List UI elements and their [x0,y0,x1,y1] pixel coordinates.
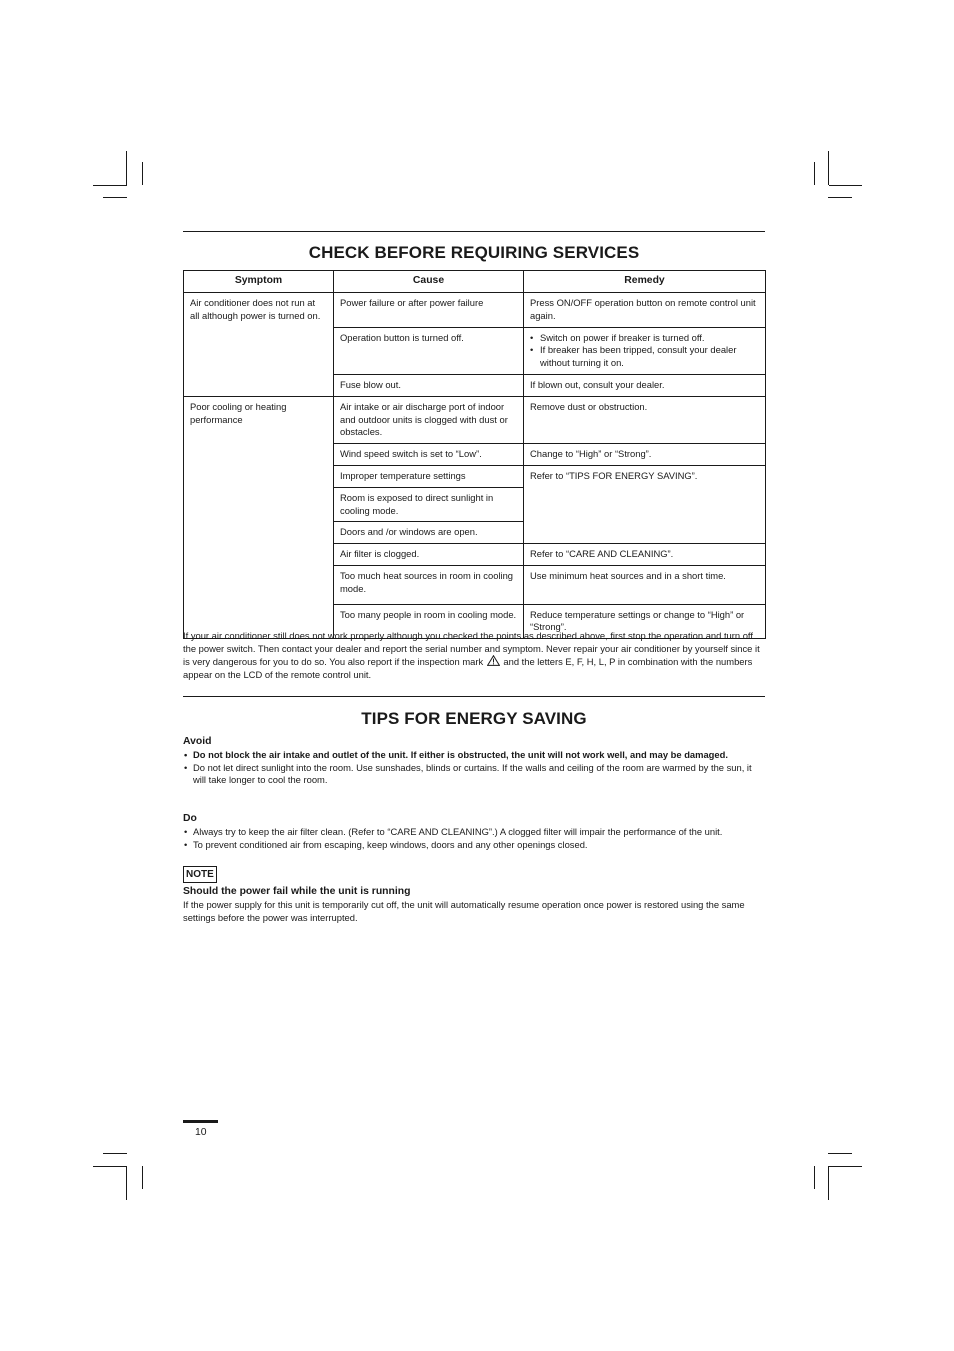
crop-mark [814,162,815,185]
crop-mark [814,1166,815,1189]
crop-mark [142,1166,143,1189]
remedy-cell: Press ON/OFF operation button on remote control unit again. [524,293,766,328]
crop-mark [93,1166,127,1167]
symptom-cell: Air conditioner does not run at all although power is turned on. [184,293,334,397]
page-number: 10 [195,1127,207,1138]
cause-cell: Wind speed switch is set to “Low”. [334,444,524,466]
crop-mark [103,1153,127,1154]
do-heading: Do [183,813,197,824]
symptom-cell: Poor cooling or heating performance [184,396,334,638]
page-number-bar [183,1120,218,1123]
section-title: CHECK BEFORE REQUIRING SERVICES [308,243,640,262]
avoid-list [183,749,765,787]
crop-mark [829,1166,862,1167]
cause-cell: Fuse blow out. [334,374,524,396]
crop-mark [126,1166,127,1200]
list-item: • Do not block the air intake and outlet of the unit. If either is obstructed, the unit will not work well, and may be damaged. [183,749,765,762]
cause-cell: Too many people in room in cooling mode. [334,604,524,639]
note-heading: Should the power fail while the unit is running [183,886,411,897]
remedy-cell: Refer to “CARE AND CLEANING”. [524,544,766,566]
warning-triangle-icon [487,655,500,666]
avoid-heading: Avoid [183,736,212,747]
list-item: • Do not let direct sunlight into the room. Use sunshades, blinds or curtains. If the walls and ceiling of the room are warmed by the sun, it will take longer to cool the room. [183,762,765,787]
remedy-cell: Reduce temperature settings or change to “High” or “Strong”. [524,604,766,639]
remedy-list-item: • Switch on power if breaker is turned off. [530,332,759,345]
cause-cell: Improper temperature settings [334,465,524,487]
cause-cell: Air intake or air discharge port of indoor and outdoor units is clogged with dust or obstacles. [334,396,524,443]
crop-mark [93,185,127,186]
crop-mark [828,1153,852,1154]
cause-cell: Too much heat sources in room in cooling mode. [334,565,524,604]
table-row [184,293,766,328]
remedy-cell: Use minimum heat sources and in a short time. [524,565,766,604]
crop-mark [103,197,127,198]
list-item: • To prevent conditioned air from escaping, keep windows, doors and any other openings closed. [183,839,765,852]
crop-mark [142,162,143,185]
remedy-cell: Change to “High” or “Strong”. [524,444,766,466]
remedy-cell: Refer to “TIPS FOR ENERGY SAVING”. [524,465,766,543]
do-list [183,826,765,851]
section-title: TIPS FOR ENERGY SAVING [361,709,587,728]
remedy-cell [524,327,766,374]
cause-cell: Air filter is clogged. [334,544,524,566]
section-divider [183,696,765,697]
footnote-text: If your air conditioner still does not work properly although you checked the points as described above, first stop the operation and turn off the power switch. Then contact your dealer and report the serial number and symptom. Never repair your air conditioner by yourself since it is very dangerous for you to do so. You also report if the inspection mark [183,630,760,668]
column-header-cause: Cause [334,271,524,293]
table-row [184,396,766,443]
troubleshooting-table [183,270,766,639]
cause-cell: Power failure or after power failure [334,293,524,328]
service-footnote [183,630,765,682]
column-header-symptom: Symptom [184,271,334,293]
crop-mark [828,151,829,185]
table-header-row [184,271,766,293]
crop-mark [828,1166,829,1200]
remedy-list-item: • If breaker has been tripped, consult your dealer without turning it on. [530,344,759,370]
crop-mark [126,151,127,185]
cause-cell: Room is exposed to direct sunlight in cooling mode. [334,487,524,522]
crop-mark [829,185,862,186]
note-text: If the power supply for this unit is temporarily cut off, the unit will automatically resume operation once power is restored using the same settings before the power was interrupted. [183,899,745,923]
remedy-cell: If blown out, consult your dealer. [524,374,766,396]
cause-cell: Operation button is turned off. [334,327,524,374]
remedy-list [530,332,759,370]
cause-cell: Doors and /or windows are open. [334,522,524,544]
section-divider [183,231,765,232]
crop-mark [828,197,852,198]
remedy-cell: Remove dust or obstruction. [524,396,766,443]
note-label: NOTE [183,866,217,883]
footnote-text: and the letters E, F, H, L, P in combination with the numbers appear on the LCD of the remote control unit. [183,656,753,681]
list-item: • Always try to keep the air filter clean. (Refer to “CARE AND CLEANING”.) A clogged filter will impair the performance of the unit. [183,826,765,839]
column-header-remedy: Remedy [524,271,766,293]
